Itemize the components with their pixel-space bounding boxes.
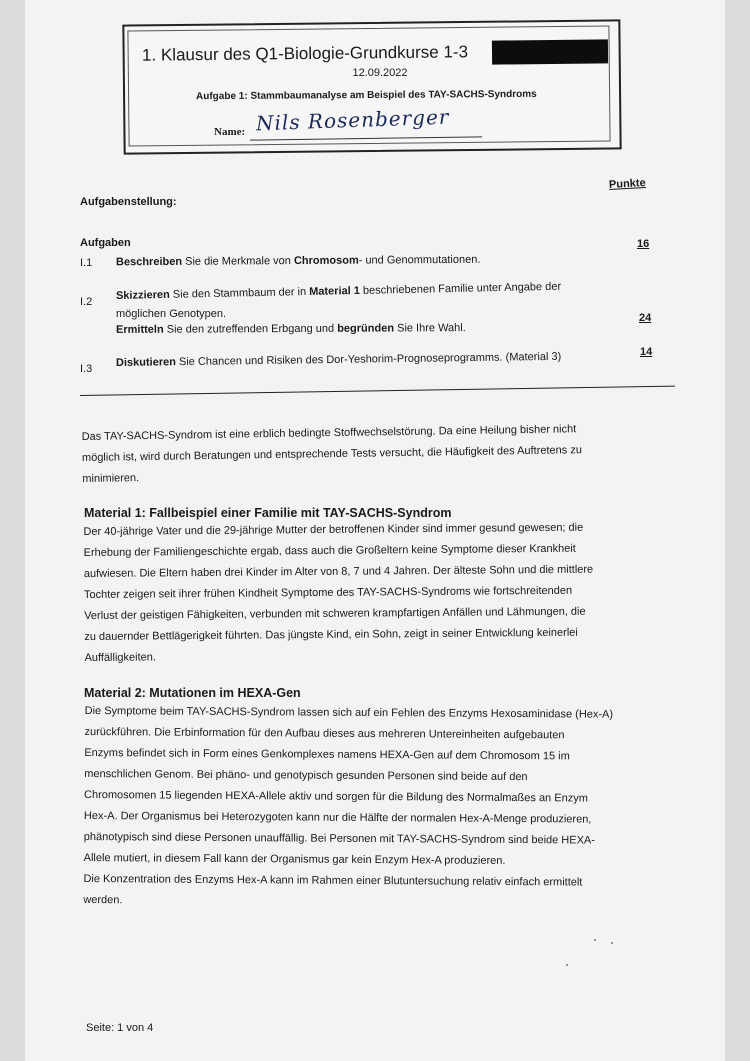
task-verb: Ermitteln xyxy=(115,323,164,336)
task-verb: Diskutieren xyxy=(115,356,176,369)
task-number: I.3 xyxy=(80,363,93,375)
material1-line: aufwiesen. Die Eltern haben drei Kinder im Alter von 8, 7 und 4 Jahren. Der älteste Sohn und die mittlere xyxy=(83,563,594,581)
intro-line: minimieren. xyxy=(82,472,140,485)
material1-line: Erhebung der Familiengeschichte ergab, dass auch die Großeltern keine Symptome dieser Krankheit xyxy=(83,542,576,560)
material2-line: zurückführen. Die Erbinformation für den Aufbau dieses aus mehreren Untereinheiten aufgebauten xyxy=(84,726,565,742)
material1-heading: Material 1: Fallbeispiel einer Familie mit TAY-SACHS-Syndrom xyxy=(84,506,452,520)
tasks-subheading: Aufgaben xyxy=(80,237,131,249)
material2-line: Die Symptome beim TAY-SACHS-Syndrom lassen sich auf ein Fehlen des Enzyms Hexosaminidase (Hex-A) xyxy=(84,705,614,721)
task-text-part: Sie den zutreffenden Erbgang und xyxy=(163,322,338,336)
material2-line: Die Konzentration des Enzyms Hex-A kann im Rahmen einer Blutuntersuchung relativ einfach ermittelt xyxy=(83,872,583,889)
task-text-part: Sie die Merkmale von xyxy=(181,255,294,268)
material2-line: Hex-A. Der Organismus bei Heterozygoten kann nur die Hälfte der normalen Hex-A-Menge produzieren, xyxy=(83,809,592,826)
material1-line: Verlust der geistigen Fähigkeiten, verbunden mit schweren krampfartigen Anfällen und Lähmungen, die xyxy=(84,605,586,622)
task-text-part: beschriebenen Familie unter Angabe der xyxy=(359,280,562,297)
task-keyword: Chromosom xyxy=(293,254,359,268)
task-text-part: - und Genommutationen. xyxy=(358,253,481,267)
task-verb: Beschreiben xyxy=(115,255,183,269)
task-points: 24 xyxy=(639,312,652,324)
material2-line: phänotypisch sind diese Personen unauffällig. Bei Personen mit TAY-SACHS-Syndrom sind beide HEXA- xyxy=(83,830,595,847)
material2-line: werden. xyxy=(83,893,123,907)
intro-line: möglich ist, wird durch Beratungen und entsprechende Tests versucht, die Häufigkeit des Auftretens zu xyxy=(81,444,582,464)
task-keyword: begründen xyxy=(337,322,395,335)
task-verb: Skizzieren xyxy=(115,288,170,302)
material1-line: Auffälligkeiten. xyxy=(84,651,156,664)
task-number: I.1 xyxy=(80,257,93,269)
task-number: I.2 xyxy=(80,296,93,308)
material2-heading: Material 2: Mutationen im HEXA-Gen xyxy=(84,686,301,700)
task-text xyxy=(116,254,480,269)
task-text-part: Sie den Stammbaum der in xyxy=(169,285,310,301)
handwritten-name: Nils Rosenberger xyxy=(255,104,450,136)
task-points: 14 xyxy=(640,346,653,358)
material1-line: Tochter zeigen seit ihrer frühen Kindheit Symptome des TAY-SACHS-Syndroms wie fortschreitenden xyxy=(83,584,573,601)
task-points: 16 xyxy=(637,238,650,250)
task-text-line3 xyxy=(116,322,466,336)
intro-paragraph xyxy=(82,419,583,490)
material2-line: Enzyms befindet sich in Form eines Genkomplexes namens HEXA-Gen auf dem Chromosom 15 im xyxy=(84,747,570,763)
page-number: Seite: 1 von 4 xyxy=(86,1022,154,1034)
scan-speck xyxy=(611,942,613,944)
scan-speck xyxy=(566,964,568,966)
material2-paragraph xyxy=(83,701,613,915)
task-text-part: Sie Chancen und Risiken des Dor-Yeshorim-Prognoseprogramms. (Material 3) xyxy=(175,350,562,369)
task-text-line2: möglichen Genotypen. xyxy=(116,308,227,320)
exam-title: 1. Klausur des Q1-Biologie-Grundkurse 1-3 xyxy=(141,42,469,65)
task-subtitle: Aufgabe 1: Stammbaumanalyse am Beispiel des TAY-SACHS-Syndroms xyxy=(195,88,537,103)
scan-speck xyxy=(594,939,596,941)
material2-line: Allele mutiert, in diesem Fall kann der Organismus gar kein Enzym Hex-A produzieren. xyxy=(83,851,506,867)
material2-line: menschlichen Genom. Bei phäno- und genotypisch gesunden Personen sind beide auf den xyxy=(84,768,528,784)
assignment-heading: Aufgabenstellung: xyxy=(80,196,177,208)
name-label: Name: xyxy=(214,126,246,138)
material1-line: zu dauernder Bettlägerigkeit führten. Das jüngste Kind, ein Sohn, zeigt in seiner Entwicklung keinerlei xyxy=(84,626,578,643)
task-keyword: Material 1 xyxy=(309,284,361,298)
intro-line: Das TAY-SACHS-Syndrom ist eine erblich bedingte Stoffwechselstörung. Da eine Heilung bisher nicht xyxy=(81,423,577,444)
task-text-part: Sie Ihre Wahl. xyxy=(393,322,466,335)
redaction-bar xyxy=(492,39,608,64)
material2-line: Chromosomen 15 liegenden HEXA-Allele aktiv und sorgen für die Bildung des Normalmaßes an Enzym xyxy=(84,789,588,805)
material1-paragraph xyxy=(83,518,594,669)
exam-date: 12.09.2022 xyxy=(352,67,408,79)
material1-line: Der 40-jährige Vater und die 29-jährige Mutter der betroffenen Kinder sind immer gesund gewesen; die xyxy=(83,521,584,539)
points-label: Punkte xyxy=(608,177,646,191)
